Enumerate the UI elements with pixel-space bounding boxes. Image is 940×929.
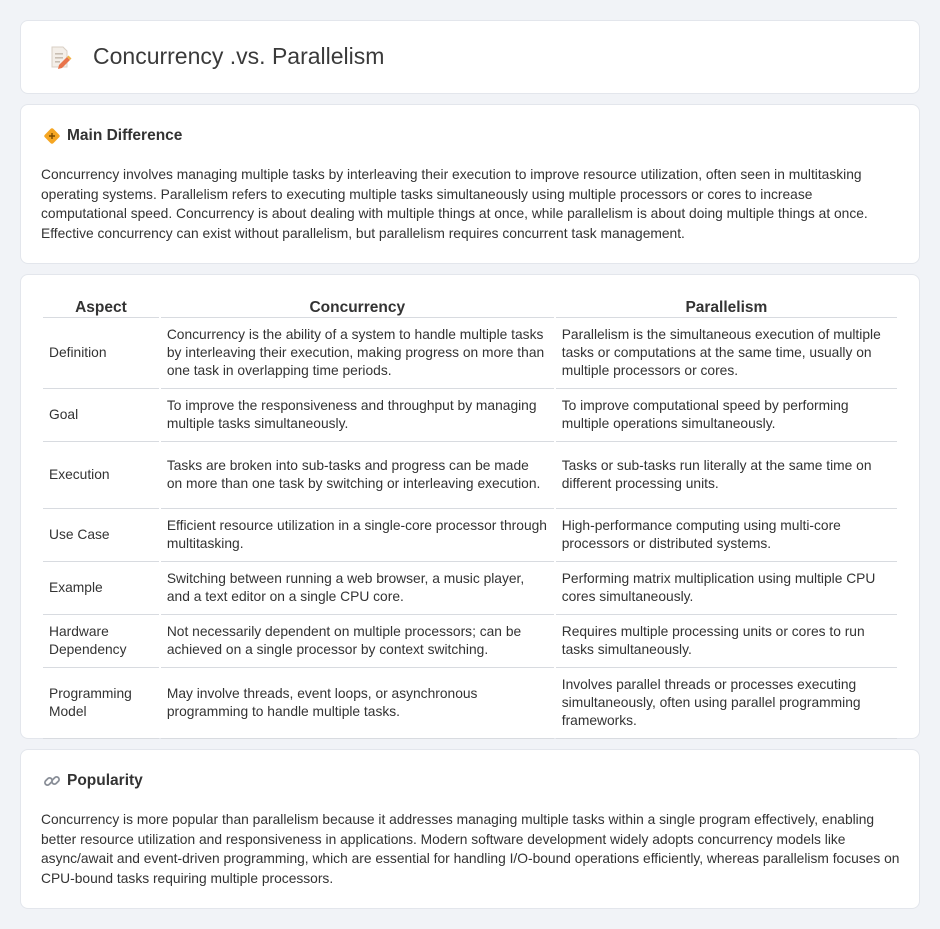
aspect-cell: Use Case	[43, 509, 159, 562]
concurrency-cell: May involve threads, event loops, or asynchronous programming to handle multiple tasks.	[161, 668, 554, 739]
main-difference-title: Main Difference	[67, 127, 183, 144]
concurrency-cell: Efficient resource utilization in a single-core processor through multitasking.	[161, 509, 554, 562]
main-difference-heading	[43, 127, 182, 145]
column-header-aspect: Aspect	[43, 295, 159, 318]
parallelism-cell: Involves parallel threads or processes executing simultaneously, often using parallel programming frameworks.	[556, 668, 897, 739]
table-row	[43, 318, 897, 389]
table-row	[43, 668, 897, 739]
table-row	[43, 509, 897, 562]
parallelism-cell: To improve computational speed by performing multiple operations simultaneously.	[556, 389, 897, 442]
table-row	[43, 615, 897, 668]
concurrency-cell: Switching between running a web browser, a music player, and a text editor on a single CPU core.	[161, 562, 554, 615]
comparison-card	[20, 274, 920, 739]
aspect-cell: Goal	[43, 389, 159, 442]
header-card	[20, 20, 920, 94]
main-difference-card	[20, 104, 920, 264]
column-header-parallelism: Parallelism	[556, 295, 897, 318]
table-row	[43, 562, 897, 615]
concurrency-cell: Tasks are broken into sub-tasks and progress can be made on more than one task by switching or interleaving execution.	[161, 442, 554, 509]
page-title: Concurrency .vs. Parallelism	[93, 43, 385, 69]
parallelism-cell: Parallelism is the simultaneous execution of multiple tasks or computations at the same time, usually on multiple processors or cores.	[556, 318, 897, 389]
concurrency-cell: To improve the responsiveness and throughput by managing multiple tasks simultaneously.	[161, 389, 554, 442]
main-difference-text: Concurrency involves managing multiple tasks by interleaving their execution to improve resource utilization, often seen in multitasking operating systems. Parallelism refers to executing multiple tasks simultaneously using multiple processors or cores to increase computational speed. Concurrency is about dealing with multiple things at once, while parallelism is about doing multiple things at once. Effective concurrency can exist without parallelism, but parallelism requires concurrent task management.	[41, 167, 868, 241]
table-row	[43, 442, 897, 509]
concurrency-cell: Concurrency is the ability of a system to handle multiple tasks by interleaving their execution, making progress on more than one task in overlapping time periods.	[161, 318, 554, 389]
parallelism-cell: Performing matrix multiplication using multiple CPU cores simultaneously.	[556, 562, 897, 615]
popularity-heading	[43, 772, 143, 790]
table-row	[43, 389, 897, 442]
aspect-cell: Execution	[43, 442, 159, 509]
aspect-cell: Example	[43, 562, 159, 615]
document-pencil-icon	[47, 44, 73, 70]
comparison-table	[41, 295, 899, 739]
diamond-arrows-icon	[43, 127, 61, 145]
parallelism-cell: Tasks or sub-tasks run literally at the same time on different processing units.	[556, 442, 897, 509]
aspect-cell: Definition	[43, 318, 159, 389]
parallelism-cell: High-performance computing using multi-core processors or distributed systems.	[556, 509, 897, 562]
aspect-cell: Hardware Dependency	[43, 615, 159, 668]
column-header-concurrency: Concurrency	[161, 295, 554, 318]
table-header-row	[43, 295, 897, 318]
concurrency-cell: Not necessarily dependent on multiple processors; can be achieved on a single processor by context switching.	[161, 615, 554, 668]
title-row	[47, 43, 384, 70]
link-icon	[43, 772, 61, 790]
popularity-text: Concurrency is more popular than parallelism because it addresses managing multiple tasks within a single program effectively, enabling better resource utilization and responsiveness in applications. Modern software development widely adopts concurrency models like async/await and event-driven programming, which are essential for handling I/O-bound operations efficiently, whereas parallelism focuses on CPU-bound tasks requiring multiple processors.	[41, 812, 900, 886]
parallelism-cell: Requires multiple processing units or cores to run tasks simultaneously.	[556, 615, 897, 668]
popularity-title: Popularity	[67, 772, 143, 789]
popularity-card	[20, 749, 920, 909]
aspect-cell: Programming Model	[43, 668, 159, 739]
